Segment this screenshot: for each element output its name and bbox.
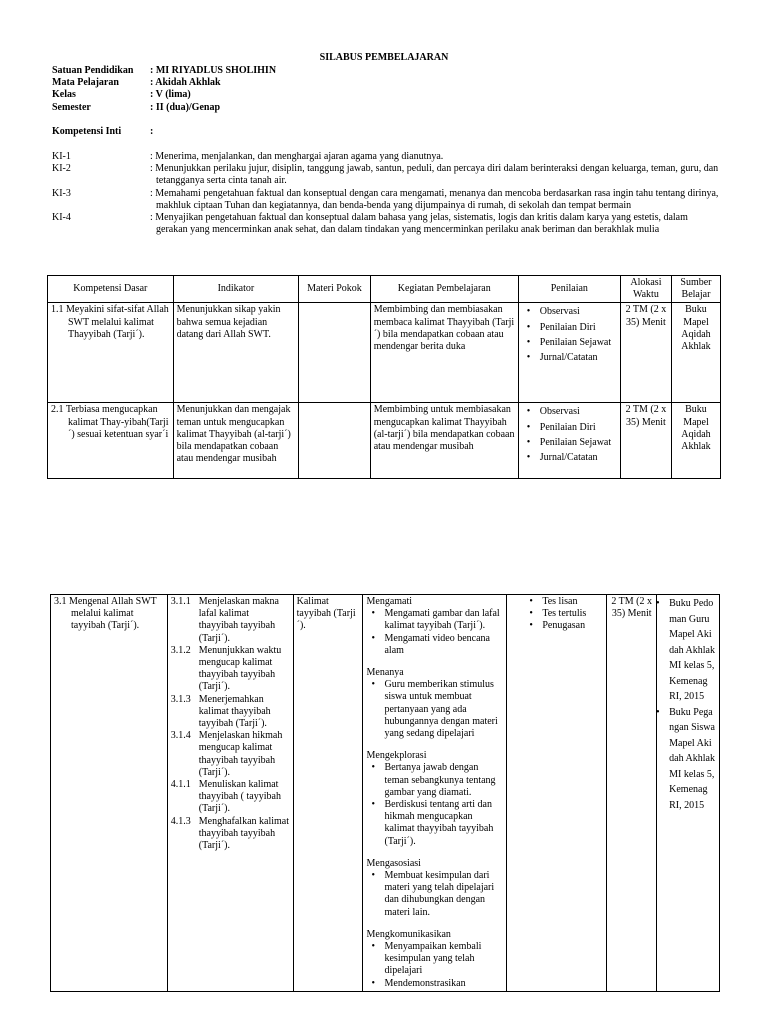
meta-key: Kelas [52, 89, 76, 101]
list-item: • Tes lisan [542, 596, 603, 608]
list-item: • Mengamati video bencana alam [384, 633, 503, 657]
cell-materi: Kalimat tayyibah (Tarji´). [293, 595, 363, 992]
meta-value: : Akidah Akhlak [150, 77, 221, 89]
kompetensi-inti-label: Kompetensi Inti [52, 126, 122, 137]
cell-alokasi: 2 TM (2 x 35) Menit [620, 303, 671, 403]
header-kegiatan: Kegiatan Pembelajaran [370, 276, 518, 303]
activity-label: Mengekplorasi [366, 750, 427, 762]
cell-penilaian [518, 303, 620, 403]
indicator-text: Menjelaskan makna lafal kalimat thayyibah tayyibah (Tarji´). [198, 596, 279, 644]
indicator-text: Menghafalkan kalimat thayyibah tayyibah (Tarji´). [198, 815, 289, 852]
list-item: • Jurnal/Catatan [540, 350, 617, 365]
meta-row [52, 77, 276, 89]
header-alokasi: Alokasi Waktu [620, 276, 671, 303]
identity-block [52, 65, 276, 114]
table-row [51, 595, 720, 992]
list-item: • Penilaian Sejawat [540, 435, 617, 450]
ki-text: : Menyajikan pengetahuan faktual dan konseptual dalam bahasa yang jelas, sistematis, logis dan kritis dalam karya yang estetis, dalam gerakan yang mencerminkan anak sehat, dan dalam tindakan yang mencerminkan perilaku anak beriman dan berakhlak mulia [150, 212, 688, 236]
activity-label: Menanya [366, 667, 404, 679]
indicator-item [171, 816, 290, 853]
list-item: • Guru memberikan stimulus siswa untuk membuat pertanyaan yang ada hubungannya dengan materi yang sedang dipelajari [384, 679, 503, 740]
activity-list [366, 762, 503, 847]
ki-code: KI-3 [52, 187, 71, 199]
cell-materi [299, 403, 370, 479]
indicator-text: Menjelaskan hikmah mengucap kalimat thayyibah tayyibah (Tarji´). [198, 730, 283, 778]
cell-indikator: Menunjukkan dan mengajak teman untuk mengucapkan kalimat Thayyibah (al-tarji´) bila mendapatkan cobaan atau mendengar musibah [173, 403, 299, 479]
list-item: • Mendemonstrasikan [384, 978, 503, 990]
ki-code: KI-2 [52, 163, 71, 175]
activity-list [366, 608, 503, 657]
cell-materi [299, 303, 370, 403]
ki-item [52, 188, 722, 212]
list-item: • Observasi [540, 304, 617, 319]
cell-indikator [167, 595, 293, 992]
cell-kd: 3.1 Mengenal Allah SWT melalui kalimat tayyibah (Tarji´). [51, 595, 168, 992]
list-item: • Penilaian Sejawat [540, 335, 617, 350]
cell-indikator: Menunjukkan sikap yakin bahwa semua kejadian datang dari Allah SWT. [173, 303, 299, 403]
ki-item [52, 163, 722, 187]
list-item: • Penilaian Diri [540, 320, 617, 335]
meta-value: : MI RIYADLUS SHOLIHIN [150, 65, 277, 76]
ki-code: KI-4 [52, 212, 71, 224]
list-item: • Tes tertulis [542, 608, 603, 620]
meta-key: Satuan Pendidikan [52, 65, 134, 76]
list-item: • Buku Pedoman Guru Mapel Akidah Akhlak MI kelas 5, Kemenag RI, 2015 [669, 596, 716, 705]
indicator-number: 3.1.3 [170, 693, 191, 705]
activity-list [366, 679, 503, 740]
list-item: • Menyampaikan kembali kesimpulan yang telah dipelajari [384, 941, 503, 978]
indicator-number: 4.1.3 [170, 815, 191, 827]
ki-list [52, 151, 722, 236]
indicator-item [171, 694, 290, 731]
meta-value: : II (dua)/Genap [150, 101, 221, 113]
indicator-text: Menunjukkan waktu mengucap kalimat thayyibah tayyibah (Tarji´). [198, 644, 282, 693]
meta-key: Semester [52, 101, 91, 113]
table-row [48, 303, 721, 403]
indicator-item [171, 645, 290, 694]
list-item: • Penilaian Diri [540, 420, 617, 435]
activity-list [366, 870, 503, 919]
ki-text: : Menunjukkan perilaku jujur, disiplin, tanggung jawab, santun, peduli, dan percaya diri dalam berinteraksi dengan keluarga, teman, guru, dan tetangganya serta cinta tanah air. [150, 163, 719, 187]
table-header-row [48, 276, 721, 303]
header-indikator: Indikator [173, 276, 299, 303]
cell-kegiatan: Membimbing dan membiasakan membaca kalimat Thayyibah (Tarji´) bila mendapatkan cobaan atau mendengar berita duka [370, 303, 518, 403]
list-item: • Berdiskusi tentang arti dan hikmah mengucapkan kalimat thayyibah tayyibah (Tarji´). [384, 799, 503, 848]
activity-label: Mengasosiasi [366, 857, 421, 869]
list-item: • Observasi [540, 404, 617, 419]
table-row [48, 403, 721, 479]
list-item: • Membuat kesimpulan dari materi yang telah dipelajari dan dihubungkan dengan materi lain. [384, 870, 503, 919]
meta-row [52, 65, 276, 77]
indicator-number: 3.1.4 [170, 730, 191, 742]
indicator-number: 3.1.1 [170, 596, 191, 607]
header-materi-pokok: Materi Pokok [299, 276, 370, 303]
meta-value: : V (lima) [150, 89, 191, 101]
cell-penilaian [507, 595, 607, 992]
indicator-item [171, 730, 290, 779]
indicator-text: Menuliskan kalimat thayyibah ( tayyibah (Tarji´). [198, 779, 281, 815]
cell-penilaian [518, 403, 620, 479]
cell-kd: 1.1 Meyakini sifat-sifat Allah SWT melalui kalimat Thayyibah (Tarji´). [48, 303, 174, 403]
kompetensi-inti-heading [52, 126, 153, 138]
list-item: • Jurnal/Catatan [540, 450, 617, 465]
cell-kegiatan: Membimbing untuk membiasakan mengucapkan kalimat Thayyibah (al-tarji´) bila mendapatkan cobaan atau mendengar musibah [370, 403, 518, 479]
meta-row [52, 89, 276, 101]
kompetensi-inti-colon: : [150, 126, 154, 137]
ki-text: : Memahami pengetahuan faktual dan konseptual dengan cara mengamati, menanya dan mencoba berdasarkan rasa ingin tahu tentang dirinya, makhluk ciptaan Tuhan dan kegiatannya, dan benda-benda yang dijumpainya di rumah, di sekolah dan tempat bermain [150, 187, 719, 211]
ki-item [52, 212, 722, 236]
meta-row [52, 102, 276, 114]
cell-kegiatan [363, 595, 507, 992]
header-penilaian: Penilaian [518, 276, 620, 303]
meta-key: Mata Pelajaran [52, 77, 119, 89]
header-kompetensi-dasar: Kompetensi Dasar [48, 276, 174, 303]
cell-kd: 2.1 Terbiasa mengucapkan kalimat Thay-yibah(Tarji´) sesuai ketentuan syar´i [48, 403, 174, 479]
ki-text: : Menerima, menjalankan, dan menghargai ajaran agama yang dianutnya. [150, 151, 444, 162]
cell-sumber [657, 595, 720, 992]
cell-sumber: Buku Mapel Aqidah Akhlak [671, 403, 720, 479]
list-item: • Mengamati gambar dan lafal kalimat tayyibah (Tarji´). [384, 608, 503, 632]
cell-alokasi: 2 TM (2 x 35) Menit [607, 595, 657, 992]
activity-label: Mengamati [366, 596, 413, 607]
activity-list [366, 941, 503, 990]
cell-sumber: Buku Mapel Aqidah Akhlak [671, 303, 720, 403]
indicator-number: 3.1.2 [170, 644, 191, 656]
cell-alokasi: 2 TM (2 x 35) Menit [620, 403, 671, 479]
list-item: • Penugasan [542, 620, 603, 632]
indicator-text: Menerjemahkan kalimat thayyibah tayyibah (Tarji´). [198, 693, 271, 730]
ki-code: KI-1 [52, 151, 71, 162]
header-sumber: Sumber Belajar [671, 276, 720, 303]
page-title: SILABUS PEMBELAJARAN [319, 52, 449, 63]
list-item: • Buku Pegangan Siswa Mapel Akidah Akhlak MI kelas 5, Kemenag RI, 2015 [669, 705, 716, 814]
syllabus-table-1 [47, 275, 721, 479]
list-item: • Bertanya jawab dengan teman sebangkunya tentang gambar yang diamati. [384, 762, 503, 799]
indicator-item [171, 779, 290, 816]
indicator-number: 4.1.1 [170, 779, 191, 791]
activity-label: Mengkomunikasikan [366, 928, 451, 940]
indicator-item [171, 596, 290, 645]
syllabus-table-2 [50, 594, 720, 992]
ki-item [52, 151, 722, 163]
